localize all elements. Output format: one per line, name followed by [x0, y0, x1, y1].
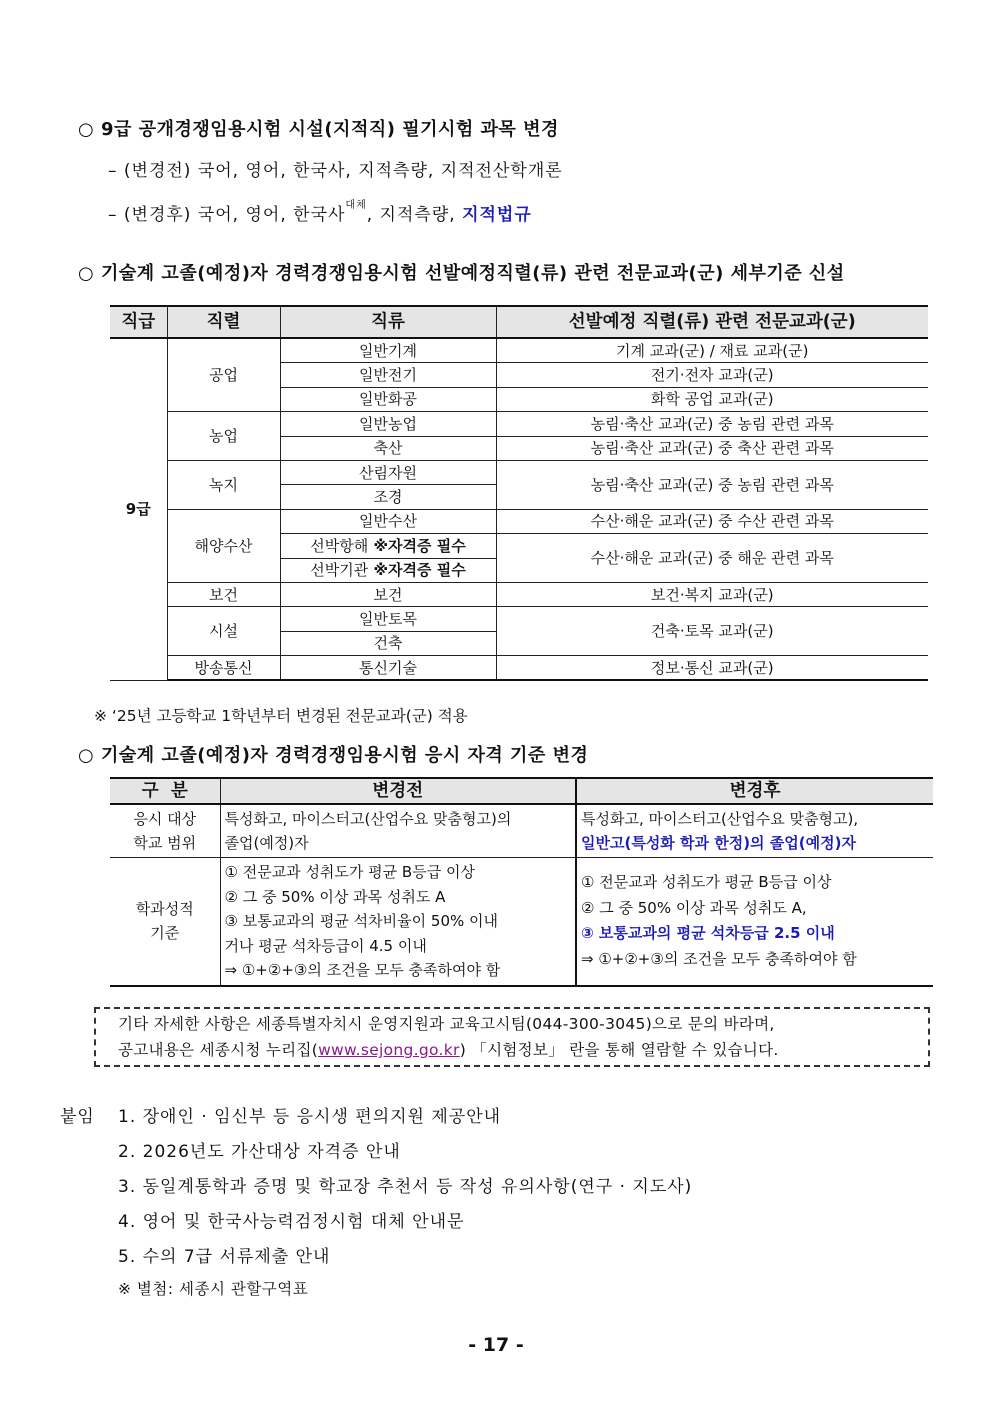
class-cell: 보건: [280, 582, 496, 606]
class-cell: 산림자원: [280, 460, 496, 484]
header-subject: 선발예정 직렬(류) 관련 전문교과(군): [496, 306, 928, 338]
section3-title: ○ 기술계 고졸(예정)자 경력경쟁임용시험 응시 자격 기준 변경: [78, 745, 589, 766]
class-cell: 선박항해 ※자격증 필수: [280, 534, 496, 558]
class-cell: 일반수산: [280, 509, 496, 533]
homepage-link[interactable]: www.sejong.go.kr: [318, 1041, 460, 1059]
series-cell: 녹지: [167, 460, 280, 509]
series-cell: 방송통신: [167, 656, 280, 681]
subject-cell: 수산·해운 교과(군) 중 해운 관련 과목: [496, 534, 928, 583]
section1-after: – (변경후) 국어, 영어, 한국사$^{대체}$, 지적측량, 지적법규: [108, 200, 532, 225]
row1-after: 특성화고, 마이스터고(산업수요 맞춤형고), 일반고(특성화 학과 한정)의 졸업(예정)자: [576, 804, 933, 858]
row1-before: 특성화고, 마이스터고(산업수요 맞춤형고)의 졸업(예정)자: [220, 804, 576, 858]
section2-title: ○ 기술계 고졸(예정)자 경력경쟁임용시험 선발예정직렬(류) 관련 전문교과(군) 세부기준 신설: [78, 263, 845, 284]
class-cell: 일반토목: [280, 607, 496, 631]
subject-cell: 수산·해운 교과(군) 중 수산 관련 과목: [496, 509, 928, 533]
table-row: [110, 460, 928, 484]
grade-cell: 9급: [110, 338, 167, 680]
subject-cell: 정보·통신 교과(군): [496, 656, 928, 681]
attachments-label: 붙임: [60, 1107, 95, 1127]
table-row: [110, 338, 928, 363]
subject-cell: 화학 공업 교과(군): [496, 387, 928, 411]
header-before: 변경전: [220, 778, 576, 804]
header-class: 직류: [280, 306, 496, 338]
class-cell: 조경: [280, 485, 496, 509]
attachment-item: 4. 영어 및 한국사능력검정시험 대체 안내문: [118, 1212, 465, 1232]
attachment-item: 2. 2026년도 가산대상 자격증 안내: [118, 1142, 401, 1162]
table-row: [110, 412, 928, 436]
class-cell: 일반화공: [280, 387, 496, 411]
subject-cell: 농림·축산 교과(군) 중 축산 관련 과목: [496, 436, 928, 460]
class-cell: 건축: [280, 631, 496, 655]
table-row: [110, 607, 928, 631]
table-row: [110, 582, 928, 606]
class-cell: 일반전기: [280, 363, 496, 387]
table-header-row: [110, 306, 928, 338]
section1-title: ○ 9급 공개경쟁임용시험 시설(지적직) 필기시험 과목 변경: [78, 119, 559, 140]
row2-before: ① 전문교과 성취도가 평균 B등급 이상 ② 그 중 50% 이상 과목 성취도 A ③ 보통교과의 평균 석차비율이 50% 이내 거나 평균 석차등급이 4.5 이내 ⇒ ①+②+③의 조건을 모두 충족하여야 함: [220, 858, 576, 986]
subject-criteria-table: [110, 305, 928, 681]
series-cell: 농업: [167, 412, 280, 461]
header-category: 구 분: [110, 778, 220, 804]
note-line1: 기타 자세한 사항은 세종특별자치시 운영지원과 교육고시팀(044-300-3045)으로 문의 바라며,: [118, 1015, 775, 1033]
attachment-extra: ※ 별첨: 세종시 관할구역표: [118, 1280, 309, 1298]
header-grade: 직급: [110, 306, 167, 338]
class-cell: 통신기술: [280, 656, 496, 681]
class-cell: 일반농업: [280, 412, 496, 436]
header-after: 변경후: [576, 778, 933, 804]
class-cell: 선박기관 ※자격증 필수: [280, 558, 496, 582]
subject-cell: 보건·복지 교과(군): [496, 582, 928, 606]
row1-label: 응시 대상 학교 범위: [110, 804, 220, 858]
class-cell: 일반기계: [280, 338, 496, 363]
note-line2: 공고내용은 세종시청 누리집(www.sejong.go.kr) 「시험정보」 란을 통해 열람할 수 있습니다.: [118, 1041, 779, 1059]
table-row: [110, 804, 933, 858]
eligibility-table: [110, 777, 933, 987]
series-cell: 공업: [167, 338, 280, 412]
section2-footnote: ※ ‘25년 고등학교 1학년부터 변경된 전문교과(군) 적용: [94, 707, 468, 725]
header-series: 직렬: [167, 306, 280, 338]
table-row: [110, 509, 928, 533]
subject-cell: 전기·전자 교과(군): [496, 363, 928, 387]
class-cell: 축산: [280, 436, 496, 460]
attachment-item: 5. 수의 7급 서류제출 안내: [118, 1247, 331, 1267]
series-cell: 보건: [167, 582, 280, 606]
table-row: [110, 858, 933, 986]
subject-cell: 농림·축산 교과(군) 중 농림 관련 과목: [496, 412, 928, 436]
attachment-item: 3. 동일계통학과 증명 및 학교장 추천서 등 작성 유의사항(연구 · 지도사): [118, 1177, 693, 1197]
table-row: [110, 656, 928, 681]
page-number: - 17 -: [468, 1334, 524, 1356]
subject-cell: 농림·축산 교과(군) 중 농림 관련 과목: [496, 460, 928, 509]
section1-before: – (변경전) 국어, 영어, 한국사, 지적측량, 지적전산학개론: [108, 161, 563, 181]
subject-cell: 기계 교과(군) / 재료 교과(군): [496, 338, 928, 363]
attachment-item: 1. 장애인 · 임신부 등 응시생 편의지원 제공안내: [118, 1107, 502, 1127]
subject-cell: 건축·토목 교과(군): [496, 607, 928, 656]
row2-label: 학과성적 기준: [110, 858, 220, 986]
table-header-row: [110, 778, 933, 804]
contact-note-box: [94, 1007, 930, 1067]
series-cell: 해양수산: [167, 509, 280, 582]
row2-after: ① 전문교과 성취도가 평균 B등급 이상 ② 그 중 50% 이상 과목 성취도 A, ③ 보통교과의 평균 석차등급 2.5 이내 ⇒ ①+②+③의 조건을 모두 충족하여야 함: [576, 858, 933, 986]
series-cell: 시설: [167, 607, 280, 656]
